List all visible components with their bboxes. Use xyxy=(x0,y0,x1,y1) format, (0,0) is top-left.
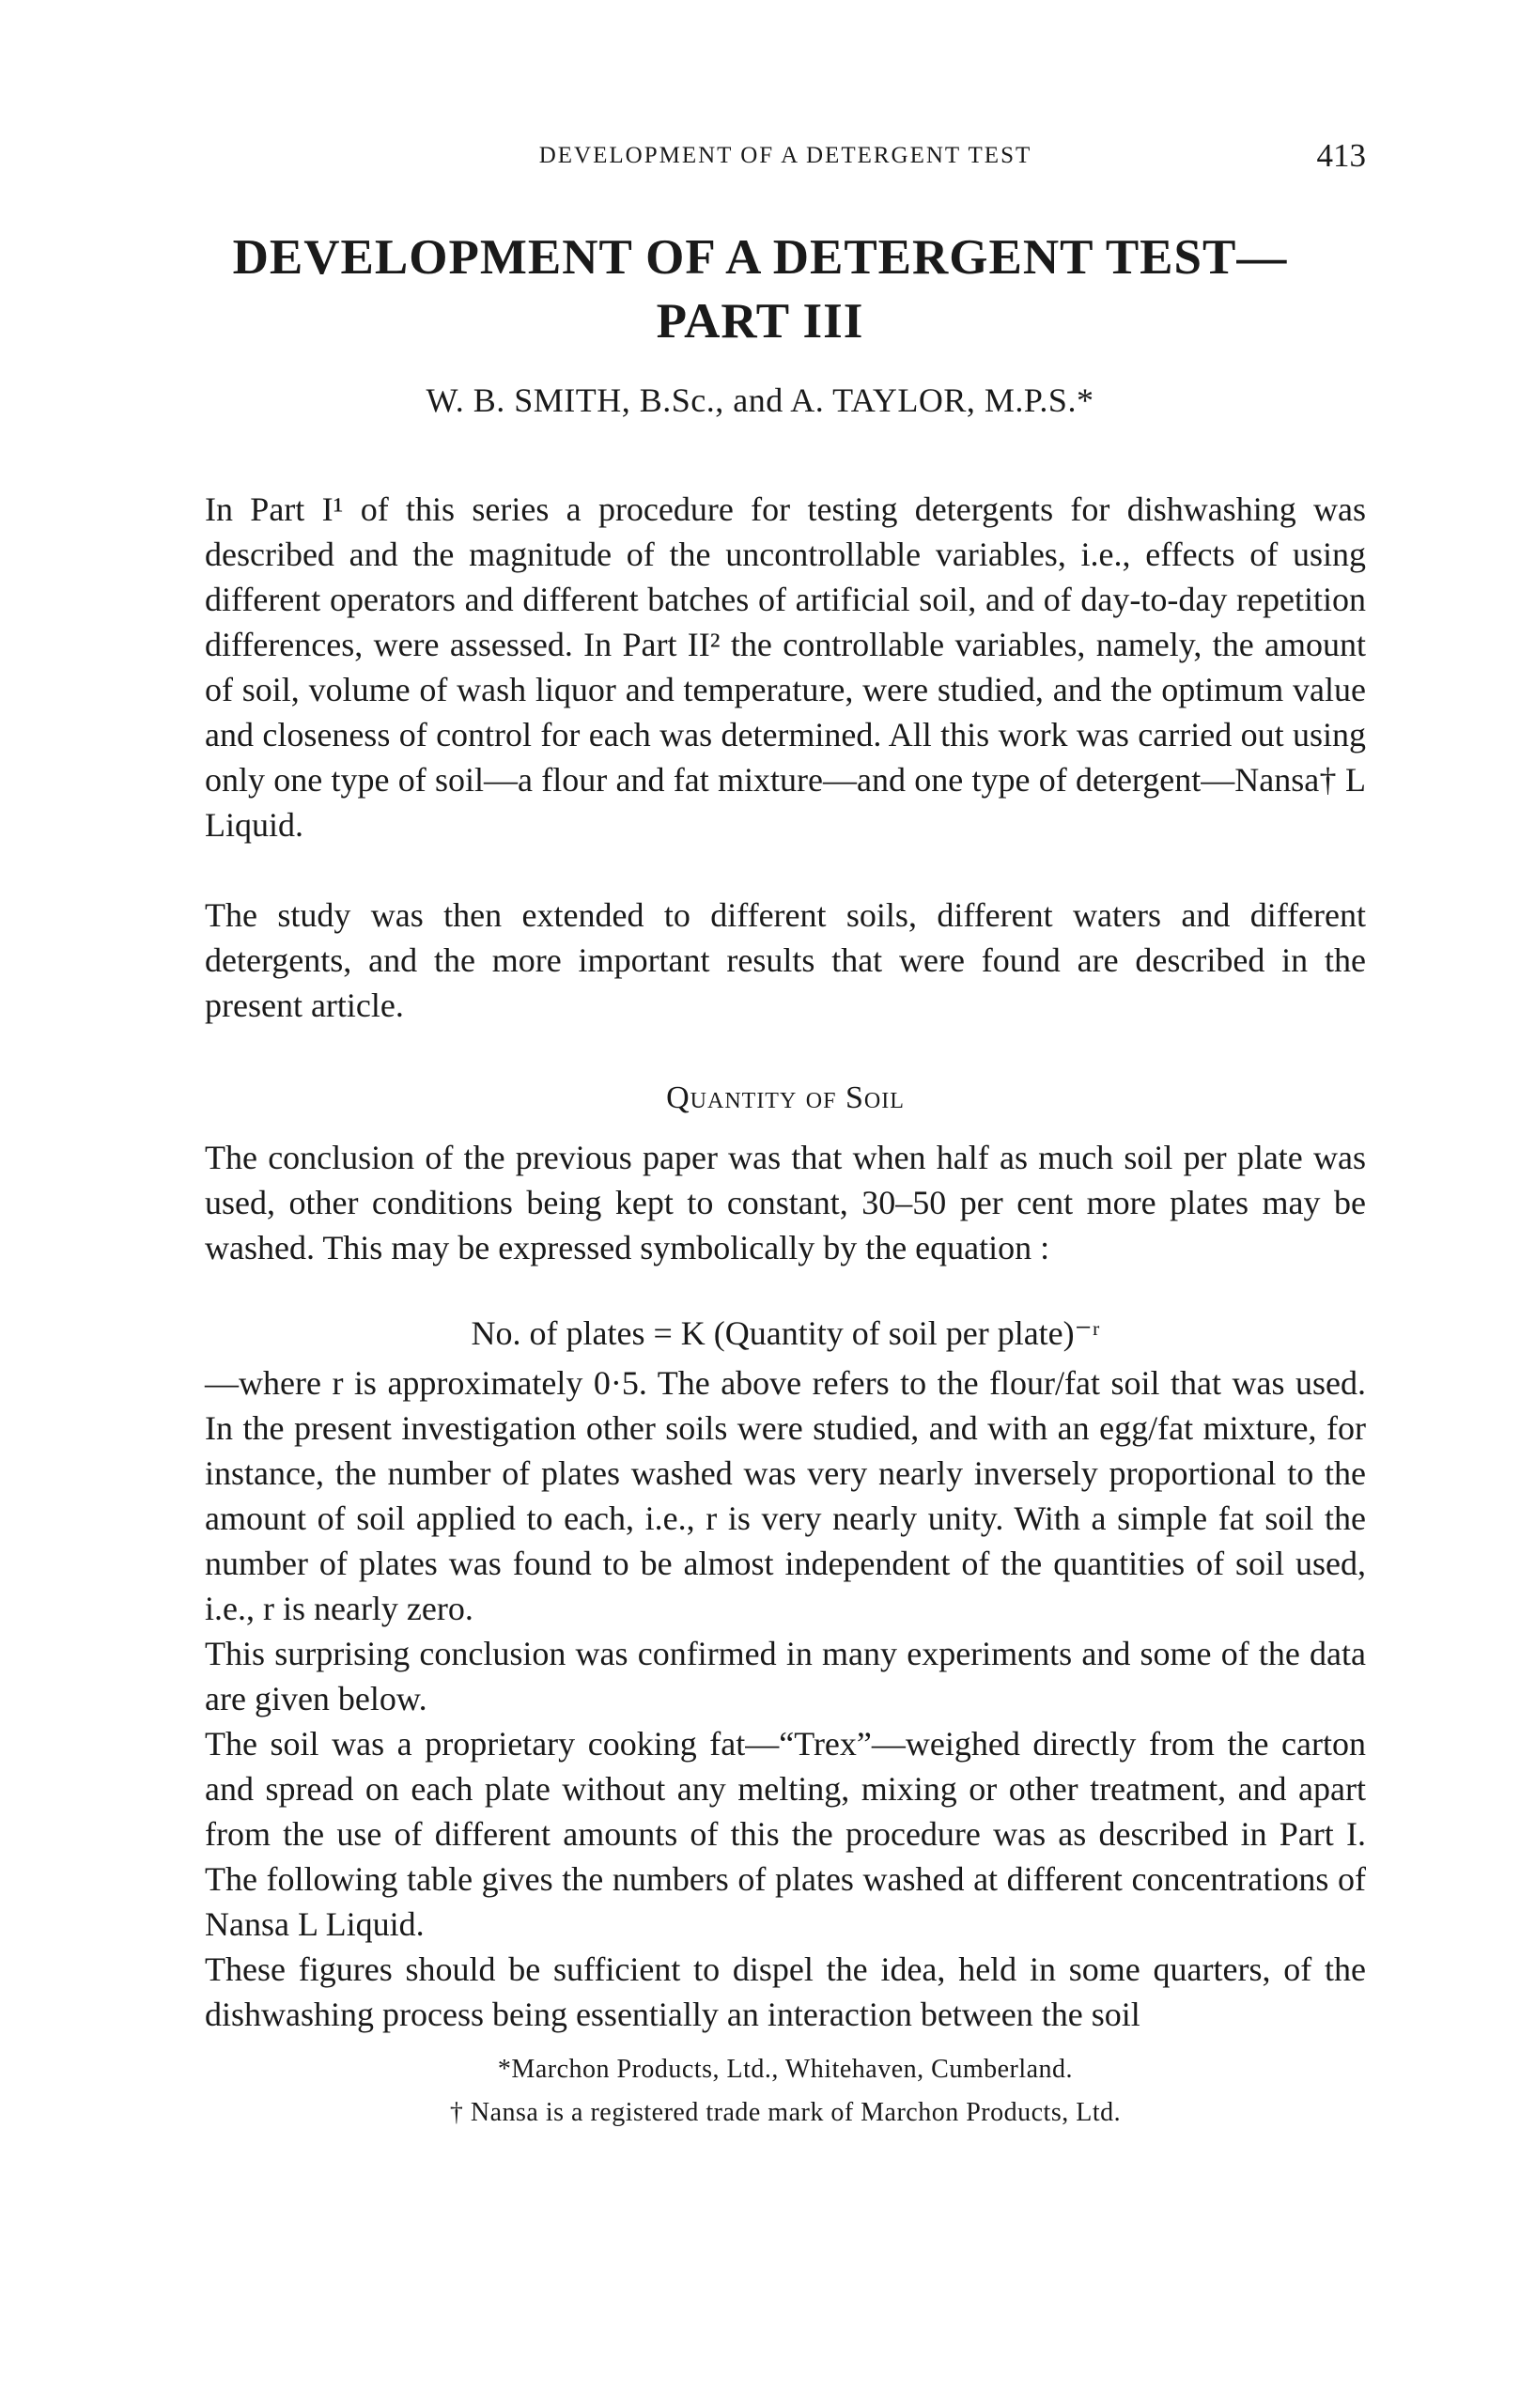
section-paragraph-1: The conclusion of the previous paper was that when half as much soil per plate was used, other conditions being kept to constant, 30–50 per cent more plates may be washed. This may be expressed symbolically by the equation : xyxy=(205,1139,1366,1266)
section-paragraph-4: The soil was a proprietary cooking fat—“Trex”—weighed directly from the carton and spread on each plate without any melting, mixing or other treatment, and apart from the use of different amounts of this the procedure was as described in Part I. The following table gives the numbers of plates washed at different concentrations of Nansa L Liquid. xyxy=(205,1725,1366,1943)
footnote-trademark: † Nansa is a registered trade mark of Marchon Products, Ltd. xyxy=(449,2098,1122,2127)
section-paragraph-3: This surprising conclusion was confirmed in many experiments and some of the data are given below. xyxy=(205,1635,1366,1717)
section-paragraph-5: These figures should be sufficient to dispel the idea, held in some quarters, of the dishwashing process being essentially an interaction between the soil xyxy=(205,1950,1366,2033)
running-head xyxy=(205,137,1366,175)
footnote-affiliation: *Marchon Products, Ltd., Whitehaven, Cumberland. xyxy=(497,2055,1074,2084)
running-head-title: DEVELOPMENT OF A DETERGENT TEST xyxy=(538,143,1032,168)
section-paragraph-2: —where r is approximately 0·5. The above refers to the flour/fat soil that was used. In the present investigation other soils were studied, and with an egg/fat mixture, for instance, the number of plates washed was very nearly inversely proportional to the amount of soil applied to each, i.e., r is very nearly unity. With a simple fat soil the number of plates was found to be almost independent of the quantities of soil used, i.e., r is nearly zero. xyxy=(205,1364,1366,1627)
page-number: 413 xyxy=(1316,137,1366,174)
article-title-line-1: DEVELOPMENT OF A DETERGENT TEST— xyxy=(232,230,1288,285)
section-body-block xyxy=(205,1360,1366,2037)
intro-paragraph-1-block xyxy=(205,487,1366,847)
article-authors: W. B. SMITH, B.Sc., and A. TAYLOR, M.P.S.* xyxy=(426,381,1094,419)
article-title xyxy=(188,225,1332,353)
intro-paragraph-1: In Part I¹ of this series a procedure for testing detergents for dishwashing was described and the magnitude of the uncontrollable variables, i.e., effects of using different operators and different batches of artificial soil, and of day-to-day repetition differences, were assessed. In Part II² the controllable variables, namely, the amount of soil, volume of wash liquor and temperature, were studied, and the optimum value and closeness of control for each was determined. All this work was carried out using only one type of soil—a flour and fat mixture—and one type of detergent—Nansa† L Liquid. xyxy=(205,490,1366,844)
intro-paragraph-2-block xyxy=(205,893,1366,1028)
equation: No. of plates = K (Quantity of soil per plate)⁻ʳ xyxy=(471,1314,1100,1352)
footnotes xyxy=(205,2048,1366,2135)
section-paragraph-1-block xyxy=(205,1135,1366,1270)
article-title-line-2: PART III xyxy=(656,294,864,349)
intro-paragraph-2: The study was then extended to different soils, different waters and different detergents, and the more important results that were found are described in the present article. xyxy=(205,896,1366,1024)
section-heading: Quantity of Soil xyxy=(666,1080,905,1115)
